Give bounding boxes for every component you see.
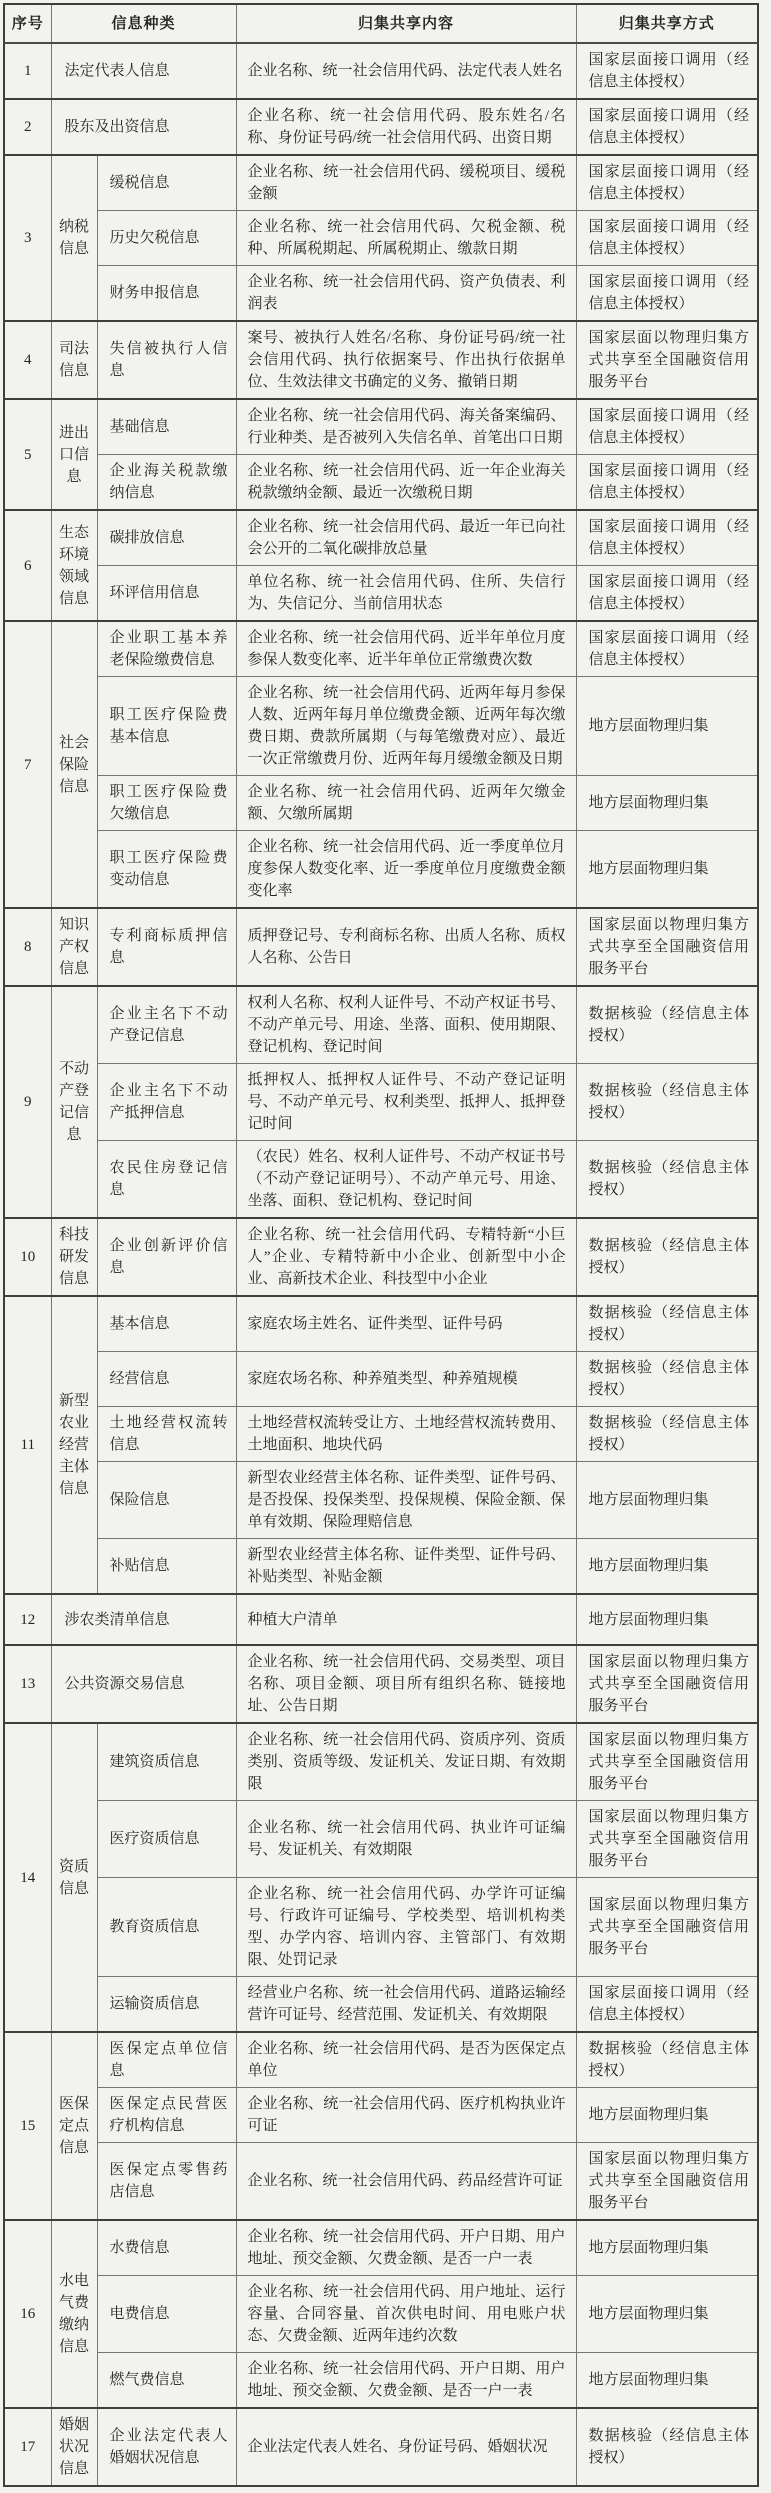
method-cell: 国家层面以物理归集方式共享至全国融资信用服务平台	[576, 1723, 758, 1801]
subcategory-cell: 保险信息	[97, 1462, 236, 1539]
method-cell: 地方层面物理归集	[576, 1539, 758, 1595]
table-row	[4, 2143, 758, 2221]
content-cell: 企业名称、统一社会信用代码、办学许可证编号、行政许可证编号、学校类型、培训机构类型、办学内容、培训内容、主管部门、有效期限、处罚记录	[236, 1878, 576, 1977]
subcategory-cell: 水费信息	[97, 2220, 236, 2276]
content-cell: 企业名称、统一社会信用代码、股东姓名/名称、身份证号码/统一社会信用代码、出资日期	[236, 99, 576, 155]
table-row	[4, 399, 758, 455]
category-cell: 法定代表人信息	[51, 43, 236, 99]
category-group-cell: 医保定点信息	[51, 2032, 97, 2220]
category-group-cell: 科技研发信息	[51, 1218, 97, 1296]
row-number-cell: 10	[4, 1218, 51, 1296]
subcategory-cell: 企业法定代表人婚姻状况信息	[97, 2408, 236, 2486]
subcategory-cell: 企业主名下不动产登记信息	[97, 986, 236, 1064]
table-row	[4, 1141, 758, 1219]
method-cell: 地方层面物理归集	[576, 2088, 758, 2143]
content-cell: 新型农业经营主体名称、证件类型、证件号码、补贴类型、补贴金额	[236, 1539, 576, 1595]
content-cell: 种植大户清单	[236, 1594, 576, 1645]
category-group-cell: 生态环境领域信息	[51, 510, 97, 621]
row-number-cell: 6	[4, 510, 51, 621]
method-cell: 国家层面以物理归集方式共享至全国融资信用服务平台	[576, 908, 758, 986]
header-method: 归集共享方式	[576, 4, 758, 43]
method-cell: 国家层面接口调用（经信息主体授权）	[576, 266, 758, 322]
subcategory-cell: 基本信息	[97, 1296, 236, 1352]
method-cell: 地方层面物理归集	[576, 2276, 758, 2353]
row-number-cell: 12	[4, 1594, 51, 1645]
table-row	[4, 621, 758, 677]
row-number-cell: 7	[4, 621, 51, 908]
subcategory-cell: 职工医疗保险费欠缴信息	[97, 776, 236, 831]
table-row	[4, 1878, 758, 1977]
table-row	[4, 266, 758, 322]
category-group-cell: 新型农业经营主体信息	[51, 1296, 97, 1594]
method-cell: 地方层面物理归集	[576, 831, 758, 909]
method-cell: 数据核验（经信息主体授权）	[576, 1407, 758, 1462]
table-header	[4, 4, 758, 43]
method-cell: 地方层面物理归集	[576, 677, 758, 776]
row-number-cell: 13	[4, 1645, 51, 1723]
subcategory-cell: 企业职工基本养老保险缴费信息	[97, 621, 236, 677]
table-row	[4, 1218, 758, 1296]
method-cell: 数据核验（经信息主体授权）	[576, 1064, 758, 1141]
category-group-cell: 水电气费缴纳信息	[51, 2220, 97, 2408]
table-row	[4, 2276, 758, 2353]
content-cell: 企业名称、统一社会信用代码、执业许可证编号、发证机关、有效期限	[236, 1801, 576, 1878]
table-row	[4, 986, 758, 1064]
content-cell: 企业名称、统一社会信用代码、近两年每月参保人数、近两年每月单位缴费金额、近两年每次缴费日期、费款所属期（与每笔缴费对应）、最近一次正常缴费月份、近两年每月缓缴金额及日期	[236, 677, 576, 776]
content-cell: 企业名称、统一社会信用代码、近半年单位月度参保人数变化率、近半年单位正常缴费次数	[236, 621, 576, 677]
method-cell: 国家层面以物理归集方式共享至全国融资信用服务平台	[576, 1645, 758, 1723]
content-cell: 企业名称、统一社会信用代码、资质序列、资质类别、资质等级、发证机关、发证日期、有效期限	[236, 1723, 576, 1801]
table-row	[4, 1801, 758, 1878]
method-cell: 地方层面物理归集	[576, 776, 758, 831]
row-number-cell: 8	[4, 908, 51, 986]
row-number-cell: 11	[4, 1296, 51, 1594]
method-cell: 国家层面以物理归集方式共享至全国融资信用服务平台	[576, 1878, 758, 1977]
table-body	[4, 43, 758, 2486]
subcategory-cell: 医保定点民营医疗机构信息	[97, 2088, 236, 2143]
category-cell: 股东及出资信息	[51, 99, 236, 155]
content-cell: 单位名称、统一社会信用代码、住所、失信行为、失信记分、当前信用状态	[236, 566, 576, 622]
subcategory-cell: 碳排放信息	[97, 510, 236, 566]
content-cell: 企业名称、统一社会信用代码、近一季度单位月度参保人数变化率、近一季度单位月度缴费金额变化率	[236, 831, 576, 909]
method-cell: 地方层面物理归集	[576, 2220, 758, 2276]
method-cell: 数据核验（经信息主体授权）	[576, 1141, 758, 1219]
method-cell: 数据核验（经信息主体授权）	[576, 1296, 758, 1352]
content-cell: 企业名称、统一社会信用代码、资产负债表、利润表	[236, 266, 576, 322]
method-cell: 国家层面以物理归集方式共享至全国融资信用服务平台	[576, 2143, 758, 2221]
table-row	[4, 99, 758, 155]
method-cell: 数据核验（经信息主体授权）	[576, 2032, 758, 2088]
table-row	[4, 1645, 758, 1723]
method-cell: 数据核验（经信息主体授权）	[576, 2408, 758, 2486]
category-group-cell: 纳税信息	[51, 155, 97, 321]
subcategory-cell: 经营信息	[97, 1352, 236, 1407]
table-row	[4, 2032, 758, 2088]
subcategory-cell: 职工医疗保险费变动信息	[97, 831, 236, 909]
subcategory-cell: 缓税信息	[97, 155, 236, 211]
table-row	[4, 155, 758, 211]
content-cell: 企业名称、统一社会信用代码、近两年欠缴金额、欠缴所属期	[236, 776, 576, 831]
subcategory-cell: 土地经营权流转信息	[97, 1407, 236, 1462]
content-cell: 企业名称、统一社会信用代码、开户日期、用户地址、预交金额、欠费金额、是否一户一表	[236, 2353, 576, 2409]
category-cell: 涉农类清单信息	[51, 1594, 236, 1645]
content-cell: 家庭农场主姓名、证件类型、证件号码	[236, 1296, 576, 1352]
subcategory-cell: 基础信息	[97, 399, 236, 455]
content-cell: 企业名称、统一社会信用代码、最近一年已向社会公开的二氧化碳排放总量	[236, 510, 576, 566]
content-cell: 企业名称、统一社会信用代码、欠税金额、税种、所属税期起、所属税期止、缴款日期	[236, 211, 576, 266]
method-cell: 国家层面接口调用（经信息主体授权）	[576, 399, 758, 455]
method-cell: 国家层面以物理归集方式共享至全国融资信用服务平台	[576, 321, 758, 399]
method-cell: 地方层面物理归集	[576, 1594, 758, 1645]
content-cell: 新型农业经营主体名称、证件类型、证件号码、是否投保、投保类型、投保规模、保险金额、保单有效期、保险理赔信息	[236, 1462, 576, 1539]
content-cell: 土地经营权流转受让方、土地经营权流转费用、土地面积、地块代码	[236, 1407, 576, 1462]
table-row	[4, 1462, 758, 1539]
content-cell: 抵押权人、抵押权人证件号、不动产登记证明号、不动产单元号、权利类型、抵押人、抵押登记时间	[236, 1064, 576, 1141]
header-content: 归集共享内容	[236, 4, 576, 43]
category-group-cell: 婚姻状况信息	[51, 2408, 97, 2486]
row-number-cell: 5	[4, 399, 51, 510]
subcategory-cell: 燃气费信息	[97, 2353, 236, 2409]
content-cell: 质押登记号、专利商标名称、出质人名称、质权人名称、公告日	[236, 908, 576, 986]
table-row	[4, 2408, 758, 2486]
table-row	[4, 1594, 758, 1645]
table-row	[4, 510, 758, 566]
content-cell: 企业名称、统一社会信用代码、用户地址、运行容量、合同容量、首次供电时间、用电账户状态、欠费金额、近两年违约次数	[236, 2276, 576, 2353]
method-cell: 国家层面接口调用（经信息主体授权）	[576, 211, 758, 266]
subcategory-cell: 教育资质信息	[97, 1878, 236, 1977]
content-cell: 企业名称、统一社会信用代码、专精特新“小巨人”企业、专精特新中小企业、创新型中小企业、高新技术企业、科技型中小企业	[236, 1218, 576, 1296]
content-cell: 企业名称、统一社会信用代码、法定代表人姓名	[236, 43, 576, 99]
table-row	[4, 908, 758, 986]
row-number-cell: 4	[4, 321, 51, 399]
method-cell: 地方层面物理归集	[576, 1462, 758, 1539]
subcategory-cell: 医保定点单位信息	[97, 2032, 236, 2088]
table-row	[4, 2220, 758, 2276]
category-group-cell: 资质信息	[51, 1723, 97, 2032]
subcategory-cell: 财务申报信息	[97, 266, 236, 322]
content-cell: 企业法定代表人姓名、身份证号码、婚姻状况	[236, 2408, 576, 2486]
method-cell: 国家层面接口调用（经信息主体授权）	[576, 455, 758, 511]
content-cell: 企业名称、统一社会信用代码、药品经营许可证	[236, 2143, 576, 2221]
subcategory-cell: 农民住房登记信息	[97, 1141, 236, 1219]
method-cell: 国家层面接口调用（经信息主体授权）	[576, 43, 758, 99]
table-row	[4, 211, 758, 266]
category-group-cell: 社会保险信息	[51, 621, 97, 908]
info-sharing-table	[3, 3, 759, 2487]
subcategory-cell: 补贴信息	[97, 1539, 236, 1595]
content-cell: 经营业户名称、统一社会信用代码、道路运输经营许可证号、经营范围、发证机关、有效期限	[236, 1977, 576, 2033]
subcategory-cell: 失信被执行人信息	[97, 321, 236, 399]
table-row	[4, 566, 758, 622]
table-row	[4, 321, 758, 399]
subcategory-cell: 电费信息	[97, 2276, 236, 2353]
row-number-cell: 17	[4, 2408, 51, 2486]
method-cell: 国家层面以物理归集方式共享至全国融资信用服务平台	[576, 1801, 758, 1878]
table-row	[4, 1407, 758, 1462]
subcategory-cell: 职工医疗保险费基本信息	[97, 677, 236, 776]
category-group-cell: 进出口信息	[51, 399, 97, 510]
table-row	[4, 2353, 758, 2409]
method-cell: 国家层面接口调用（经信息主体授权）	[576, 99, 758, 155]
content-cell: 家庭农场名称、种养殖类型、种养殖规模	[236, 1352, 576, 1407]
subcategory-cell: 企业创新评价信息	[97, 1218, 236, 1296]
subcategory-cell: 企业主名下不动产抵押信息	[97, 1064, 236, 1141]
row-number-cell: 15	[4, 2032, 51, 2220]
row-number-cell: 2	[4, 99, 51, 155]
method-cell: 国家层面接口调用（经信息主体授权）	[576, 155, 758, 211]
row-number-cell: 9	[4, 986, 51, 1218]
method-cell: 数据核验（经信息主体授权）	[576, 986, 758, 1064]
table-row	[4, 2088, 758, 2143]
method-cell: 地方层面物理归集	[576, 2353, 758, 2409]
category-cell: 公共资源交易信息	[51, 1645, 236, 1723]
table-row	[4, 1352, 758, 1407]
subcategory-cell: 历史欠税信息	[97, 211, 236, 266]
content-cell: 企业名称、统一社会信用代码、开户日期、用户地址、预交金额、欠费金额、是否一户一表	[236, 2220, 576, 2276]
row-number-cell: 1	[4, 43, 51, 99]
category-group-cell: 不动产登记信息	[51, 986, 97, 1218]
row-number-cell: 3	[4, 155, 51, 321]
method-cell: 国家层面接口调用（经信息主体授权）	[576, 510, 758, 566]
method-cell: 数据核验（经信息主体授权）	[576, 1218, 758, 1296]
method-cell: 国家层面接口调用（经信息主体授权）	[576, 621, 758, 677]
table-row	[4, 455, 758, 511]
subcategory-cell: 医疗资质信息	[97, 1801, 236, 1878]
content-cell: 企业名称、统一社会信用代码、海关备案编码、行业种类、是否被列入失信名单、首笔出口日期	[236, 399, 576, 455]
subcategory-cell: 医保定点零售药店信息	[97, 2143, 236, 2221]
table-row	[4, 677, 758, 776]
subcategory-cell: 企业海关税款缴纳信息	[97, 455, 236, 511]
table-row	[4, 831, 758, 909]
header-row	[4, 4, 758, 43]
content-cell: （农民）姓名、权利人证件号、不动产权证书号（不动产登记证明号）、不动产单元号、用途、坐落、面积、登记机构、登记时间	[236, 1141, 576, 1219]
subcategory-cell: 环评信用信息	[97, 566, 236, 622]
row-number-cell: 14	[4, 1723, 51, 2032]
subcategory-cell: 专利商标质押信息	[97, 908, 236, 986]
content-cell: 企业名称、统一社会信用代码、缓税项目、缓税金额	[236, 155, 576, 211]
table-row	[4, 43, 758, 99]
content-cell: 企业名称、统一社会信用代码、是否为医保定点单位	[236, 2032, 576, 2088]
header-category: 信息种类	[51, 4, 236, 43]
content-cell: 案号、被执行人姓名/名称、身份证号码/统一社会信用代码、执行依据案号、作出执行依据单位、生效法律文书确定的义务、撤销日期	[236, 321, 576, 399]
row-number-cell: 16	[4, 2220, 51, 2408]
table-row	[4, 776, 758, 831]
table-row	[4, 1296, 758, 1352]
table-row	[4, 1539, 758, 1595]
table-row	[4, 1064, 758, 1141]
content-cell: 企业名称、统一社会信用代码、医疗机构执业许可证	[236, 2088, 576, 2143]
content-cell: 权利人名称、权利人证件号、不动产权证书号、不动产单元号、用途、坐落、面积、使用期限、登记机构、登记时间	[236, 986, 576, 1064]
content-cell: 企业名称、统一社会信用代码、交易类型、项目名称、项目金额、项目所有组织名称、链接地址、公告日期	[236, 1645, 576, 1723]
subcategory-cell: 建筑资质信息	[97, 1723, 236, 1801]
method-cell: 国家层面接口调用（经信息主体授权）	[576, 1977, 758, 2033]
subcategory-cell: 运输资质信息	[97, 1977, 236, 2033]
category-group-cell: 司法信息	[51, 321, 97, 399]
table-row	[4, 1977, 758, 2033]
method-cell: 数据核验（经信息主体授权）	[576, 1352, 758, 1407]
category-group-cell: 知识产权信息	[51, 908, 97, 986]
table-row	[4, 1723, 758, 1801]
content-cell: 企业名称、统一社会信用代码、近一年企业海关税款缴纳金额、最近一次缴税日期	[236, 455, 576, 511]
header-no: 序号	[4, 4, 51, 43]
method-cell: 国家层面接口调用（经信息主体授权）	[576, 566, 758, 622]
